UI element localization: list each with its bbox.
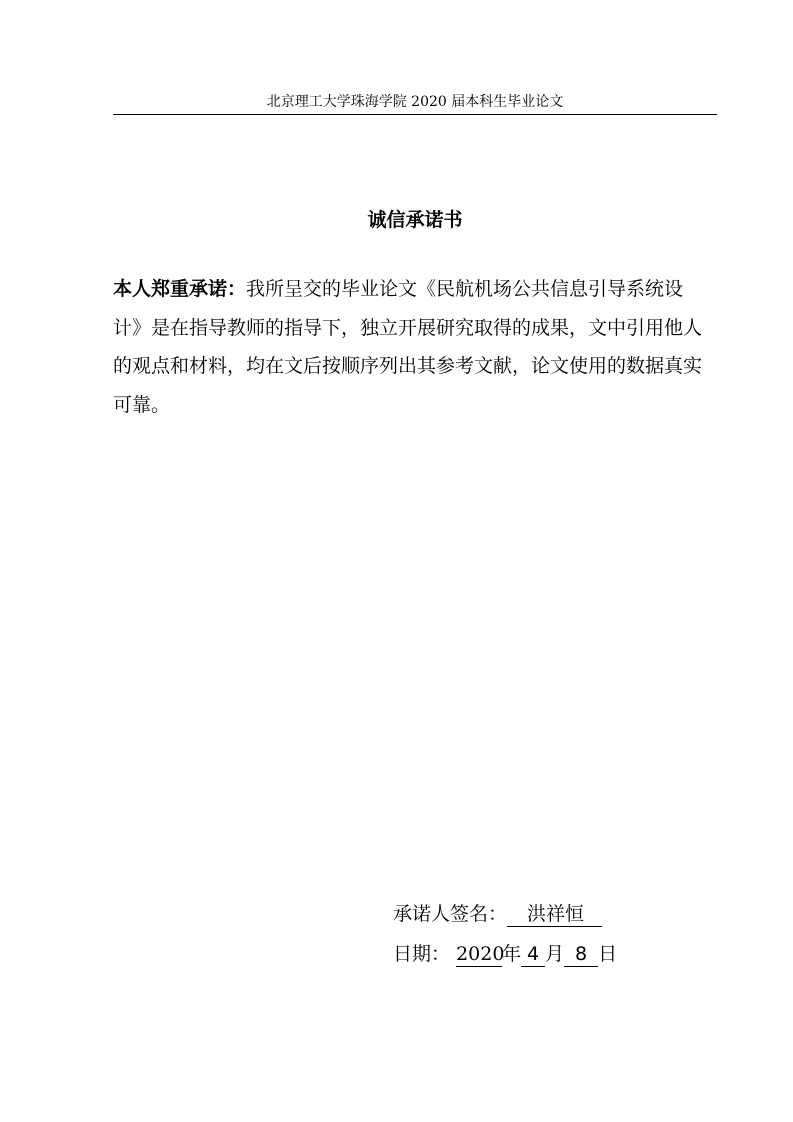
date-day: 8	[564, 942, 598, 967]
page-header	[113, 90, 717, 115]
date-year: 2020	[456, 943, 505, 965]
date-day-unit: 日	[598, 943, 618, 965]
date-row	[393, 934, 617, 974]
statement-paragraph	[113, 270, 703, 424]
document-title: 诚信承诺书	[367, 209, 463, 231]
date-month-unit: 月	[545, 943, 565, 965]
signature-block	[393, 894, 617, 974]
signature-row	[393, 894, 617, 934]
header-text: 北京理工大学珠海学院 2020 届本科生毕业论文	[266, 94, 564, 110]
signature-name: 洪祥恒	[507, 902, 602, 927]
statement-lead: 本人郑重承诺：	[113, 278, 247, 300]
signature-label: 承诺人签名：	[393, 903, 508, 925]
date-year-unit: 年	[502, 943, 522, 965]
date-label: 日期：	[393, 943, 451, 965]
date-month: 4	[521, 942, 545, 967]
statement-body: 我所呈交的毕业论文《民航机场公共信息引导系统设计》是在指导教师的指导下，独立开展研究取得的成果，文中引用他人的观点和材料，均在文后按顺序列出其参考文献，论文使用的数据真实可靠。	[113, 278, 703, 416]
